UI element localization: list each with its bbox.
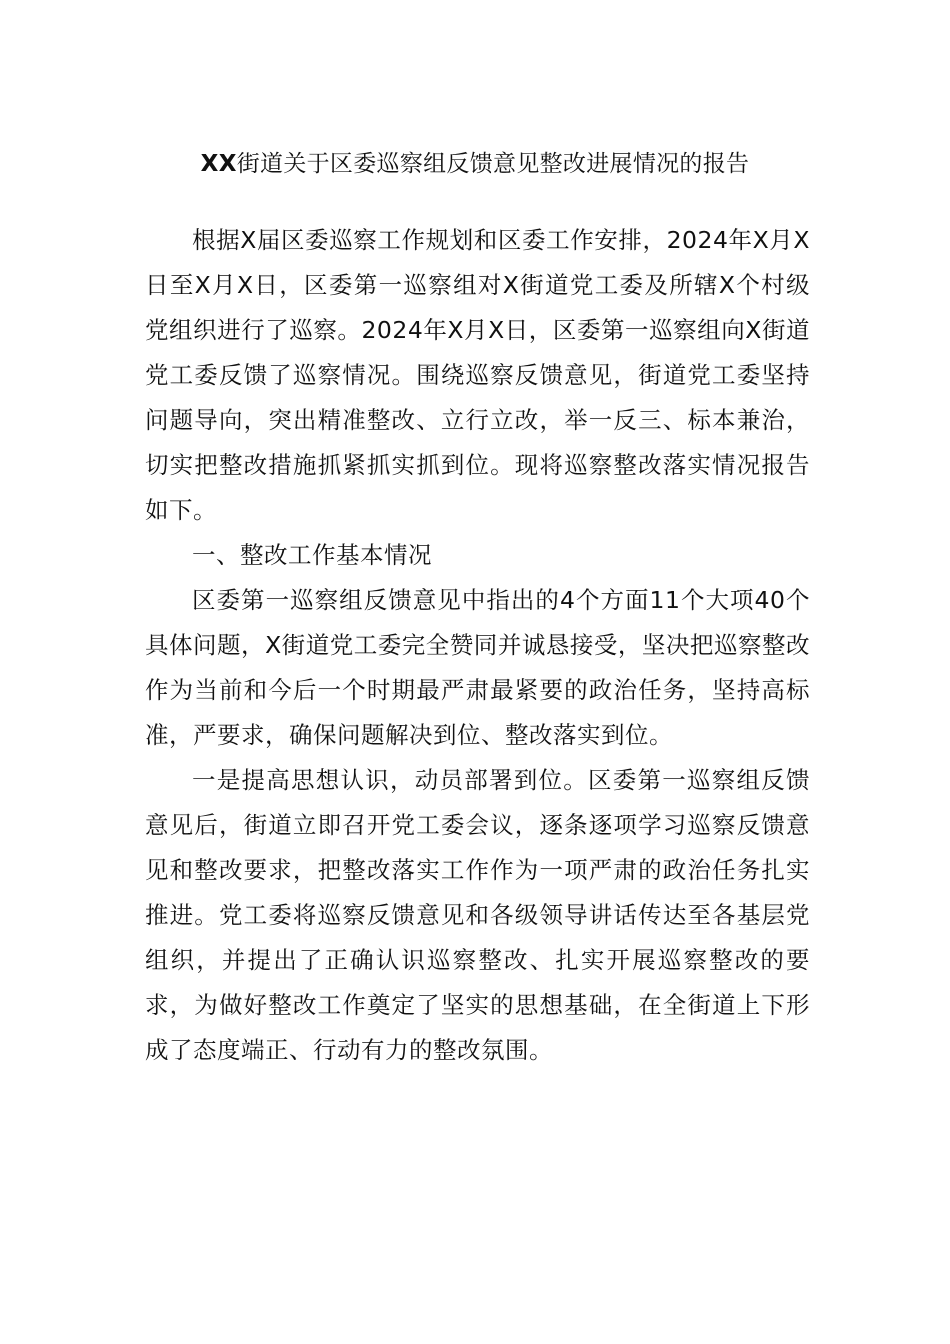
paragraph-overview: 区委第一巡察组反馈意见中指出的4个方面11个大项40个具体问题，X街道党工委完全赞同并诚恳接受，坚决把巡察整改作为当前和今后一个时期最严肃最紧要的政治任务，坚持高标准，严要求，确保问题解决到位、整改落实到位。 [145, 586, 810, 749]
title-prefix: XX [200, 151, 237, 177]
document-title [0, 146, 950, 182]
title-text: 街道关于区委巡察组反馈意见整改进展情况的报告 [236, 151, 750, 177]
paragraph-point-one: 一是提高思想认识，动员部署到位。区委第一巡察组反馈意见后，街道立即召开党工委会议，逐条逐项学习巡察反馈意见和整改要求，把整改落实工作作为一项严肃的政治任务扎实推进。党工委将巡察反馈意见和各级领导讲话传达至各基层党组织，并提出了正确认识巡察整改、扎实开展巡察整改的要求，为做好整改工作奠定了坚实的思想基础，在全街道上下形成了态度端正、行动有力的整改氛围。 [145, 766, 810, 1064]
document-body [145, 218, 810, 1073]
paragraph-intro: 根据X届区委巡察工作规划和区委工作安排，2024年X月X日至X月X日，区委第一巡察组对X街道党工委及所辖X个村级党组织进行了巡察。2024年X月X日，区委第一巡察组向X街道党工委反馈了巡察情况。围绕巡察反馈意见，街道党工委坚持问题导向，突出精准整改、立行立改，举一反三、标本兼治，切实把整改措施抓紧抓实抓到位。现将巡察整改落实情况报告如下。 [145, 226, 810, 524]
section-heading: 一、整改工作基本情况 [192, 541, 432, 569]
